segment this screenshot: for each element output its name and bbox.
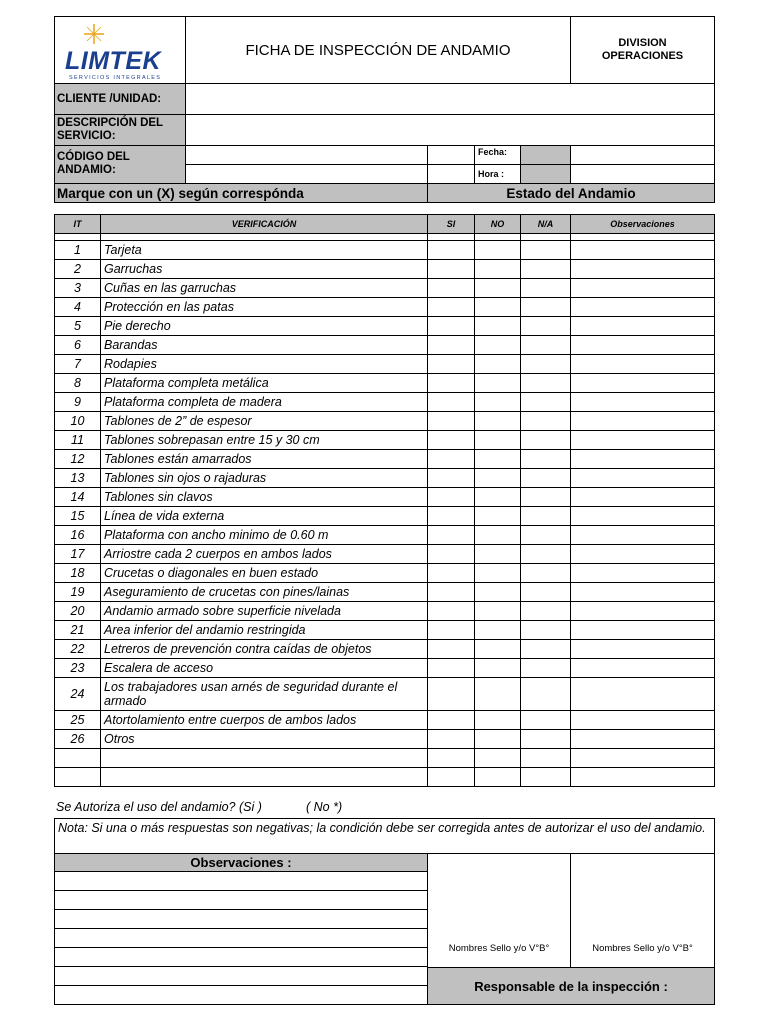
check-no-cell[interactable] [474,240,521,260]
check-na-cell[interactable] [520,335,571,355]
item-number: 24 [54,677,101,711]
sello-box-1[interactable] [427,853,571,968]
check-no-cell[interactable] [474,468,521,488]
hora-label: Hora : [474,164,521,184]
observaciones-line[interactable] [54,890,428,910]
check-na-cell[interactable] [520,449,571,469]
star-sparkle-icon [83,23,105,45]
descripcion-field[interactable] [185,114,715,146]
observacion-cell[interactable] [570,392,715,412]
check-no-cell[interactable] [474,354,521,374]
item-number: 13 [54,468,101,488]
check-si-cell[interactable] [427,620,475,640]
logo-subtitle: SERVICIOS INTEGRALES [69,75,162,81]
autoriza-question: Se Autoriza el uso del andamio? (Si ) [56,800,262,814]
observacion-cell[interactable] [570,677,715,711]
header-si: SI [427,214,475,234]
check-si-cell[interactable] [427,468,475,488]
check-na-cell[interactable] [520,354,571,374]
item-number: 2 [54,259,101,279]
check-no-cell[interactable] [474,487,521,507]
item-number: 26 [54,729,101,749]
observaciones-line[interactable] [54,928,428,948]
check-si-cell[interactable] [427,392,475,412]
check-na-cell[interactable] [520,278,571,298]
check-no-cell[interactable] [474,582,521,602]
fecha-label: Fecha: [474,145,521,165]
empty-row-cell[interactable] [54,748,101,768]
check-si-cell[interactable] [427,601,475,621]
check-na-cell[interactable] [520,563,571,583]
item-verificacion: Tablones sin ojos o rajaduras [100,468,428,488]
check-si-cell[interactable] [427,278,475,298]
item-verificacion: Plataforma completa de madera [100,392,428,412]
check-si-cell[interactable] [427,411,475,431]
observacion-cell[interactable] [570,729,715,749]
check-si-cell[interactable] [427,677,475,711]
check-no-cell[interactable] [474,335,521,355]
observacion-cell[interactable] [570,430,715,450]
check-no-cell[interactable] [474,392,521,412]
hora-box[interactable] [520,164,571,184]
item-verificacion: Cuñas en las garruchas [100,278,428,298]
empty-row-cell[interactable] [100,748,428,768]
sello-label-2: Nombres Sello y/o V°B° [592,943,693,954]
item-verificacion: Crucetas o diagonales en buen estado [100,563,428,583]
check-na-cell[interactable] [520,582,571,602]
item-number: 9 [54,392,101,412]
observacion-cell[interactable] [570,525,715,545]
check-si-cell[interactable] [427,240,475,260]
item-number: 6 [54,335,101,355]
check-si-cell[interactable] [427,487,475,507]
check-na-cell[interactable] [520,506,571,526]
item-verificacion: Escalera de acceso [100,658,428,678]
item-number: 17 [54,544,101,564]
check-si-cell[interactable] [427,316,475,336]
item-verificacion: Tablones de 2” de espesor [100,411,428,431]
check-no-cell[interactable] [474,620,521,640]
item-number: 10 [54,411,101,431]
item-number: 11 [54,430,101,450]
observacion-cell[interactable] [570,278,715,298]
check-no-cell[interactable] [474,544,521,564]
header-na: N/A [520,214,571,234]
codigo-field-2[interactable] [185,164,428,184]
check-si-cell[interactable] [427,373,475,393]
header-observaciones: Observaciones [570,214,715,234]
check-no-cell[interactable] [474,373,521,393]
check-na-cell[interactable] [520,658,571,678]
header-verificacion: VERIFICACIÓN [100,214,428,234]
observacion-cell[interactable] [570,411,715,431]
item-verificacion: Letreros de prevención contra caídas de objetos [100,639,428,659]
check-si-cell[interactable] [427,259,475,279]
codigo-field-1[interactable] [185,145,428,165]
check-na-cell[interactable] [520,729,571,749]
check-si-cell[interactable] [427,658,475,678]
check-no-cell[interactable] [474,601,521,621]
nota-text: Nota: Si una o más respuestas son negativas; la condición debe ser corregida antes de autorizar el uso del andamio. [54,818,715,854]
item-number: 15 [54,506,101,526]
item-verificacion: Atortolamiento entre cuerpos de ambos lados [100,710,428,730]
check-no-cell[interactable] [474,297,521,317]
observacion-cell[interactable] [570,620,715,640]
check-no-cell[interactable] [474,710,521,730]
check-na-cell[interactable] [520,430,571,450]
check-no-cell[interactable] [474,316,521,336]
check-no-cell[interactable] [474,525,521,545]
item-number: 19 [54,582,101,602]
check-no-cell[interactable] [474,658,521,678]
item-verificacion: Garruchas [100,259,428,279]
check-na-cell[interactable] [520,297,571,317]
cliente-label: CLIENTE /UNIDAD: [54,83,186,115]
check-na-cell[interactable] [520,601,571,621]
check-no-cell[interactable] [474,639,521,659]
empty-row-cell[interactable] [520,767,571,787]
fecha-field[interactable] [570,145,715,165]
observacion-cell[interactable] [570,639,715,659]
logo-wordmark: LIMTEK [65,47,162,75]
empty-row-cell[interactable] [100,767,428,787]
check-no-cell[interactable] [474,729,521,749]
check-no-cell[interactable] [474,677,521,711]
observaciones-line[interactable] [54,909,428,929]
responsable-label: Responsable de la inspección : [427,967,715,1005]
observacion-cell[interactable] [570,373,715,393]
item-verificacion: Rodapies [100,354,428,374]
sello-box-2[interactable] [570,853,715,968]
empty-row-cell[interactable] [570,748,715,768]
item-number: 18 [54,563,101,583]
item-verificacion: Los trabajadores usan arnés de seguridad durante el armado [100,677,428,711]
check-na-cell[interactable] [520,392,571,412]
item-verificacion: Otros [100,729,428,749]
check-no-cell[interactable] [474,259,521,279]
check-no-cell[interactable] [474,411,521,431]
check-na-cell[interactable] [520,525,571,545]
check-na-cell[interactable] [520,468,571,488]
check-si-cell[interactable] [427,430,475,450]
item-number: 16 [54,525,101,545]
item-verificacion: Barandas [100,335,428,355]
check-no-cell[interactable] [474,449,521,469]
check-na-cell[interactable] [520,373,571,393]
check-no-cell[interactable] [474,506,521,526]
item-verificacion: Tarjeta [100,240,428,260]
sello-label-1: Nombres Sello y/o V°B° [448,943,550,954]
observacion-cell[interactable] [570,316,715,336]
header-it: IT [54,214,101,234]
check-na-cell[interactable] [520,240,571,260]
observacion-cell[interactable] [570,582,715,602]
item-verificacion: Protección en las patas [100,297,428,317]
item-verificacion: Aseguramiento de crucetas con pines/lainas [100,582,428,602]
check-si-cell[interactable] [427,639,475,659]
observaciones-line[interactable] [54,966,428,986]
check-si-cell[interactable] [427,525,475,545]
item-number: 23 [54,658,101,678]
item-number: 4 [54,297,101,317]
fecha-box[interactable] [520,145,571,165]
item-number: 21 [54,620,101,640]
header-no: NO [474,214,521,234]
check-no-cell[interactable] [474,563,521,583]
division-line-2: OPERACIONES [601,50,684,62]
item-number: 7 [54,354,101,374]
check-na-cell[interactable] [520,316,571,336]
check-na-cell[interactable] [520,677,571,711]
item-number: 14 [54,487,101,507]
autoriza-no: ( No *) [306,800,343,814]
check-si-cell[interactable] [427,729,475,749]
item-verificacion: Arriostre cada 2 cuerpos en ambos lados [100,544,428,564]
observaciones-line[interactable] [54,871,428,891]
check-na-cell[interactable] [520,487,571,507]
item-number: 1 [54,240,101,260]
observacion-cell[interactable] [570,335,715,355]
check-na-cell[interactable] [520,620,571,640]
check-si-cell[interactable] [427,335,475,355]
check-si-cell[interactable] [427,544,475,564]
empty-row-cell[interactable] [474,767,521,787]
observacion-cell[interactable] [570,506,715,526]
empty-row-cell[interactable] [427,767,475,787]
item-number: 8 [54,373,101,393]
observaciones-line[interactable] [54,985,428,1005]
check-si-cell[interactable] [427,506,475,526]
codigo-label: CÓDIGO DEL ANDAMIO: [54,145,186,184]
observacion-cell[interactable] [570,710,715,730]
check-si-cell[interactable] [427,710,475,730]
observaciones-heading: Observaciones : [54,853,428,872]
item-verificacion: Tablones están amarrados [100,449,428,469]
empty-row-cell[interactable] [427,748,475,768]
cliente-field[interactable] [185,83,715,115]
division-line-1: DIVISION [618,37,667,49]
observacion-cell[interactable] [570,658,715,678]
item-verificacion: Plataforma completa metálica [100,373,428,393]
check-si-cell[interactable] [427,297,475,317]
observacion-cell[interactable] [570,601,715,621]
descripcion-label: DESCRIPCIÓN DEL SERVICIO: [54,114,186,146]
item-verificacion: Pie derecho [100,316,428,336]
company-logo [54,16,186,84]
observacion-cell[interactable] [570,354,715,374]
check-no-cell[interactable] [474,278,521,298]
empty-row-cell[interactable] [570,767,715,787]
check-si-cell[interactable] [427,354,475,374]
empty-row-cell[interactable] [474,748,521,768]
hora-field[interactable] [570,164,715,184]
check-na-cell[interactable] [520,639,571,659]
check-na-cell[interactable] [520,544,571,564]
item-verificacion: Area inferior del andamio restringida [100,620,428,640]
check-si-cell[interactable] [427,563,475,583]
codigo-extra-2[interactable] [427,164,475,184]
observaciones-line[interactable] [54,947,428,967]
check-si-cell[interactable] [427,449,475,469]
observacion-cell[interactable] [570,544,715,564]
page-title: FICHA DE INSPECCIÓN DE ANDAMIO [185,16,571,84]
observacion-cell[interactable] [570,240,715,260]
item-verificacion: Plataforma con ancho minimo de 0.60 m [100,525,428,545]
check-na-cell[interactable] [520,710,571,730]
observacion-cell[interactable] [570,468,715,488]
item-number: 20 [54,601,101,621]
check-na-cell[interactable] [520,411,571,431]
codigo-extra-1[interactable] [427,145,475,165]
marque-instruction: Marque con un (X) según correspónda [54,183,428,203]
observacion-cell[interactable] [570,259,715,279]
observacion-cell[interactable] [570,487,715,507]
empty-row-cell[interactable] [54,767,101,787]
item-number: 3 [54,278,101,298]
estado-andamio-label: Estado del Andamio [427,183,715,203]
check-na-cell[interactable] [520,259,571,279]
observacion-cell[interactable] [570,449,715,469]
item-verificacion: Línea de vida externa [100,506,428,526]
item-number: 25 [54,710,101,730]
item-verificacion: Tablones sin clavos [100,487,428,507]
item-verificacion: Andamio armado sobre superficie nivelada [100,601,428,621]
division-label [570,16,715,84]
check-si-cell[interactable] [427,582,475,602]
observacion-cell[interactable] [570,563,715,583]
observacion-cell[interactable] [570,297,715,317]
item-number: 5 [54,316,101,336]
check-no-cell[interactable] [474,430,521,450]
empty-row-cell[interactable] [520,748,571,768]
item-number: 12 [54,449,101,469]
item-number: 22 [54,639,101,659]
item-verificacion: Tablones sobrepasan entre 15 y 30 cm [100,430,428,450]
